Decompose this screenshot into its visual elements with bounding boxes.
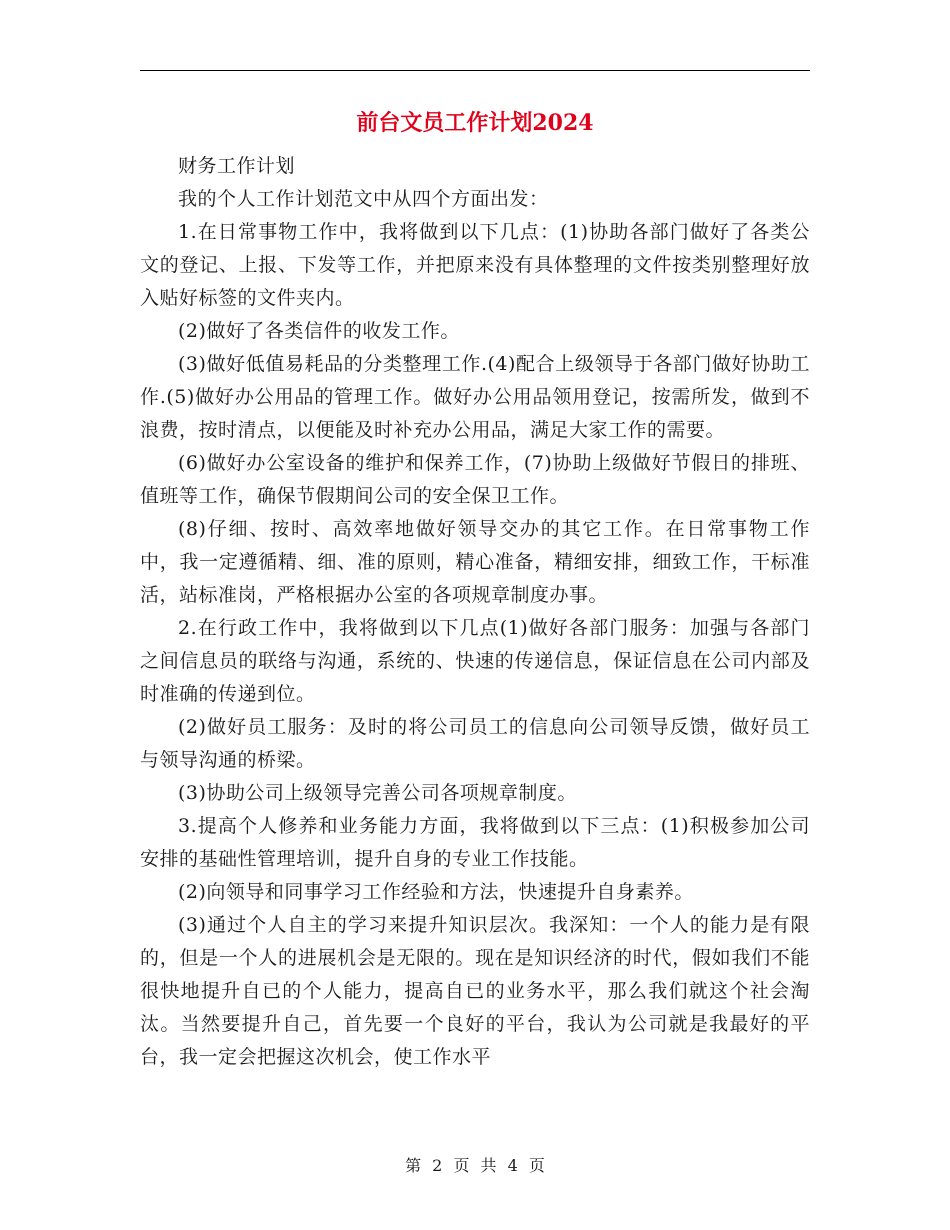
paragraph-heading: 财务工作计划 — [178, 155, 296, 177]
paragraph: (8)仔细、按时、高效率地做好领导交办的其它工作。在日常事物工作中，我一定遵循精、细、准的原则，精心准备，精细安排，细致工作，干标准活，站标准岗，严格根据办公室的各项规章制度办事。 — [140, 518, 810, 606]
paragraph: (3)协助公司上级领导完善公司各项规章制度。 — [178, 782, 577, 804]
page-number-footer: 第 2 页 共 4 页 — [405, 1156, 545, 1175]
paragraph-intro: 我的个人工作计划范文中从四个方面出发： — [178, 188, 549, 210]
paragraph: (3)做好低值易耗品的分类整理工作.(4)配合上级领导于各部门做好协助工作.(5)做好办公用品的管理工作。做好办公用品领用登记，按需所发，做到不浪费，按时清点，以便能及时补充办公用品，满足大家工作的需要。 — [140, 353, 810, 441]
paragraph: 3.提高个人修养和业务能力方面，我将做到以下三点：(1)积极参加公司安排的基础性管理培训，提升自身的专业工作技能。 — [140, 815, 810, 870]
paragraph: (2)做好了各类信件的收发工作。 — [178, 320, 460, 342]
paragraph: (6)做好办公室设备的维护和保养工作，(7)协助上级做好节假日的排班、值班等工作，确保节假期间公司的安全保卫工作。 — [140, 452, 810, 507]
paragraph: (2)做好员工服务：及时的将公司员工的信息向公司领导反馈，做好员工与领导沟通的桥梁。 — [140, 716, 810, 771]
document-body — [140, 150, 810, 1074]
paragraph: 2.在行政工作中，我将做到以下几点(1)做好各部门服务：加强与各部门之间信息员的联络与沟通，系统的、快速的传递信息，保证信息在公司内部及时准确的传递到位。 — [140, 617, 810, 705]
paragraph: 1.在日常事物工作中，我将做到以下几点：(1)协助各部门做好了各类公文的登记、上报、下发等工作，并把原来没有具体整理的文件按类别整理好放入贴好标签的文件夹内。 — [140, 221, 810, 309]
paragraph: (3)通过个人自主的学习来提升知识层次。我深知：一个人的能力是有限的，但是一个人的进展机会是无限的。现在是知识经济的时代，假如我们不能很快地提升自已的个人能力，提高自已的业务水平，那么我们就这个社会淘汰。当然要提升自己，首先要一个良好的平台，我认为公司就是我最好的平台，我一定会把握这次机会，使工作水平 — [140, 914, 810, 1068]
header-rule — [140, 70, 810, 71]
paragraph: (2)向领导和同事学习工作经验和方法，快速提升自身素养。 — [178, 881, 694, 903]
document-title: 前台文员工作计划2024 — [356, 110, 594, 136]
